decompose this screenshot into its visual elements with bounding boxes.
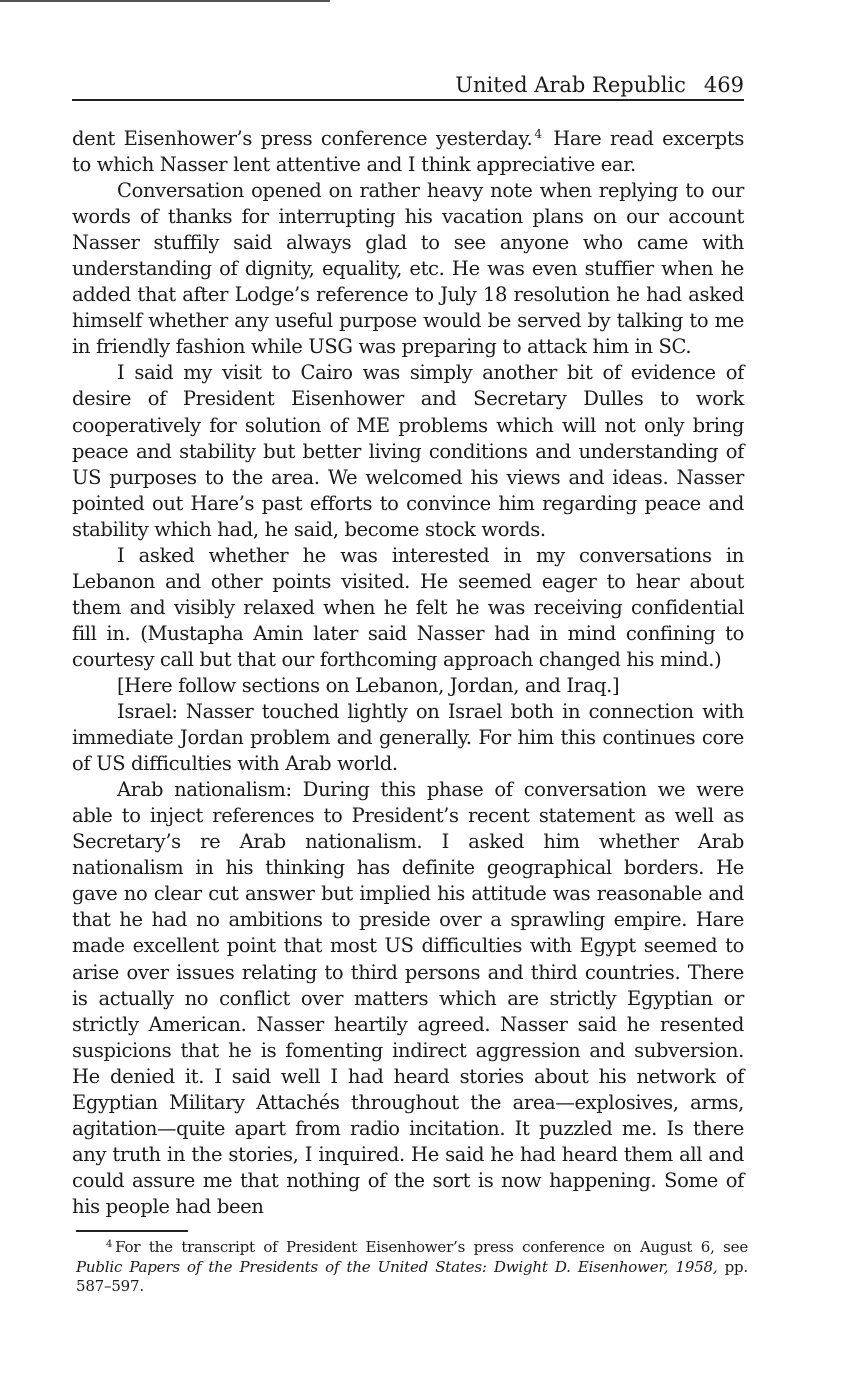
paragraph: Arab nationalism: During this phase of conversation we were able to inject references to President’s recent statement as well as Secretary’s re Arab nationalism. I asked him whether Arab nationalism in his thinking has definite geographical borders. He gave no clear cut answer but implied his attitude was reasonable and that he had no ambitions to preside over a sprawling empire. Hare made excellent point that most US difficulties with Egypt seemed to arise over issues relating to third persons and third countries. There is actually no conflict over matters which are strictly Egyptian or strictly American. Nasser heartily agreed. Nasser said he resented suspicions that he is fomenting indirect aggression and subversion. He denied it. I said well I had heard stories about his network of Egyptian Military Attachés throughout the area—explosives, arms, agitation—quite apart from radio incitation. It puzzled me. Is there any truth in the stories, I inquired. He said he had heard them all and could assure me that nothing of the sort is now happening. Some of his people had been [72,778,744,1218]
running-head [72,70,744,100]
footnote [76,1238,748,1297]
body-text [72,126,744,1220]
footnote-text: For the transcript of President Eisenhower’s press conference on August 6, see [115,1238,748,1256]
page-edge-mark [0,0,330,2]
paragraph: I asked whether he was interested in my conversations in Lebanon and other points visited. He seemed eager to hear about them and visibly relaxed when he felt he was receiving confidential fill in. (Mustapha Amin later said Nasser had in mind confining to courtesy call but that our forthcoming approach changed his mind.) [72,543,744,671]
paragraph: I said my visit to Cairo was simply another bit of evidence of desire of President Eisenhower and Secretary Dulles to work cooperatively for solution of ME problems which will not only bring peace and stability but better living conditions and understanding of US purposes to the area. We welcomed his views and ideas. Nasser pointed out Hare’s past efforts to convince him regarding peace and stability which had, he said, become stock words. [72,361,744,541]
footnote-citation-title: Public Papers of the Presidents of the United States: Dwight D. Eisenhower, 1958, [76,1257,718,1276]
footnote-reference: 4 [534,127,542,141]
paragraph-text: dent Eisenhower’s press conference yesterday. [72,127,533,150]
paragraph-text: Hare read excerpts to which Nasser lent attentive and I think appreciative ear. [72,127,744,177]
page-number: 469 [703,73,744,97]
paragraph [72,126,744,178]
running-title: United Arab Republic [455,73,686,97]
footnote-rule [76,1230,188,1232]
footnote-pages: pp. 587–597. [76,1257,748,1296]
header-rule [72,99,744,101]
paragraph: Israel: Nasser touched lightly on Israel both in connection with immediate Jordan problem and generally. For him this continues core of US difficulties with Arab world. [72,700,744,776]
paragraph: Conversation opened on rather heavy note when replying to our words of thanks for interrupting his vacation plans on our account Nasser stuffily said always glad to see anyone who came with understanding of dignity, equality, etc. He was even stuffier when he added that after Lodge’s reference to July 18 resolution he had asked himself whether any useful purpose would be served by talking to me in friendly fashion while USG was preparing to attack him in SC. [72,179,744,359]
footnote-marker: 4 [106,1239,113,1250]
editorial-note: [Here follow sections on Lebanon, Jordan, and Iraq.] [117,673,620,697]
